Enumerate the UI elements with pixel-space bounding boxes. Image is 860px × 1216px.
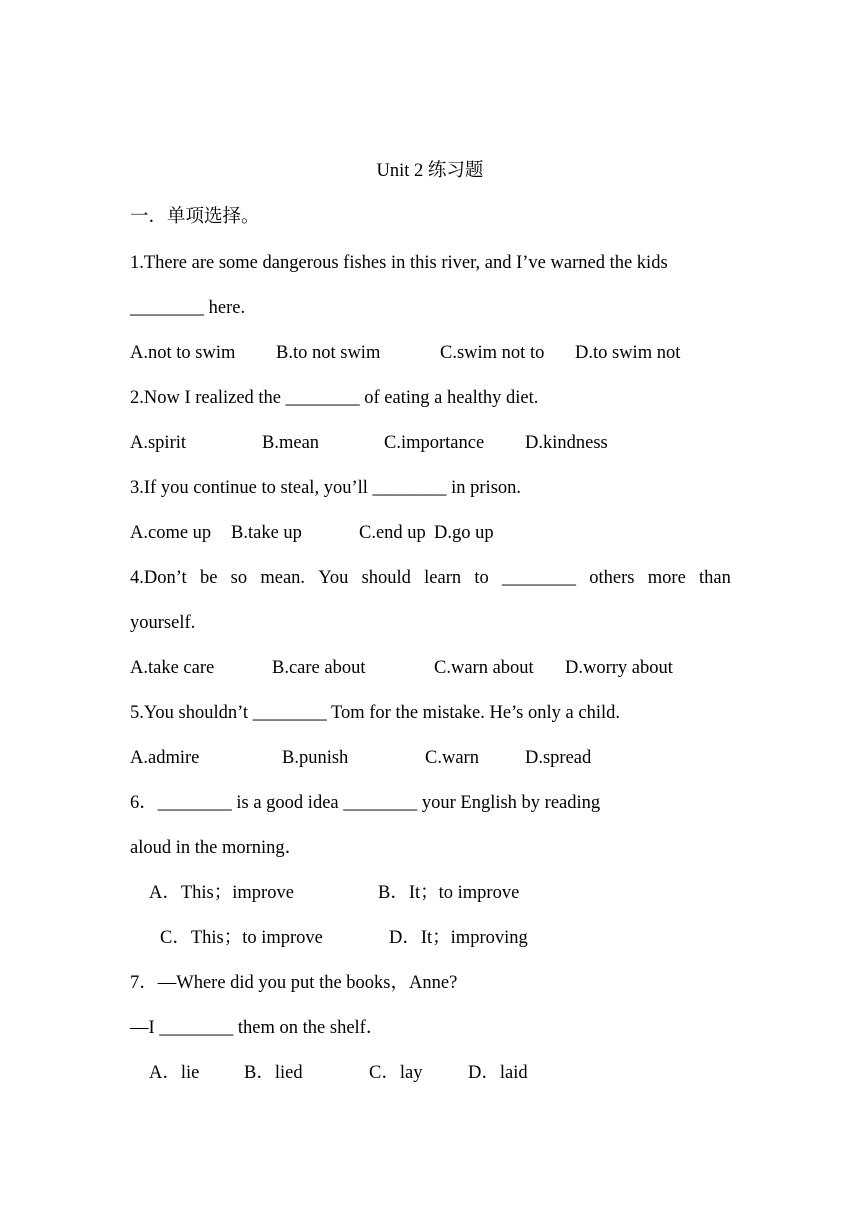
question-2-option-a: A.spirit bbox=[130, 433, 187, 453]
question-5-option-d: D.spread bbox=[525, 748, 592, 768]
question-2-option-c: C.importance bbox=[384, 433, 485, 453]
question-1-text-cont: ________ here. bbox=[130, 298, 246, 318]
question-7-text: 7．—Where did you put the books，Anne? bbox=[130, 973, 458, 993]
question-1-text: 1.There are some dangerous fishes in this river, and I’ve warned the kids bbox=[130, 253, 668, 273]
word: than bbox=[699, 568, 731, 588]
question-7-option-a: A．lie bbox=[149, 1063, 200, 1083]
question-6-text: 6．________ is a good idea ________ your English by reading bbox=[130, 793, 601, 813]
word: so bbox=[230, 568, 248, 588]
question-2-option-d: D.kindness bbox=[525, 433, 608, 453]
question-1-option-d: D.to swim not bbox=[575, 343, 681, 363]
word: You bbox=[318, 568, 349, 588]
question-1-option-c: C.swim not to bbox=[440, 343, 545, 363]
page-title: Unit 2 练习题 bbox=[376, 161, 484, 181]
question-6-option-a: A．This；improve bbox=[149, 883, 294, 903]
word: 4.Don’t bbox=[130, 568, 187, 588]
question-3-option-c: C.end up bbox=[359, 523, 426, 543]
question-6-option-c: C．This；to improve bbox=[160, 928, 323, 948]
question-5-option-a: A.admire bbox=[130, 748, 200, 768]
question-7-text-cont: —I ________ them on the shelf． bbox=[130, 1018, 385, 1038]
question-2-option-b: B.mean bbox=[262, 433, 320, 453]
question-3-option-a: A.come up bbox=[130, 523, 212, 543]
question-6-option-b: B．It；to improve bbox=[378, 883, 520, 903]
word: more bbox=[647, 568, 686, 588]
question-4-option-d: D.worry about bbox=[565, 658, 673, 678]
word: others bbox=[589, 568, 635, 588]
question-7-option-b: B．lied bbox=[244, 1063, 303, 1083]
question-1-option-b: B.to not swim bbox=[276, 343, 381, 363]
question-4-text-cont: yourself. bbox=[130, 613, 196, 633]
question-6-text-cont: aloud in the morning． bbox=[130, 838, 304, 858]
question-4-option-c: C.warn about bbox=[434, 658, 534, 678]
question-7-option-d: D．laid bbox=[468, 1063, 528, 1083]
word: should bbox=[361, 568, 411, 588]
question-5-text: 5.You shouldn’t ________ Tom for the mistake. He’s only a child. bbox=[130, 703, 620, 723]
question-3-option-d: D.go up bbox=[434, 523, 494, 543]
word: learn bbox=[424, 568, 462, 588]
question-5-option-c: C.warn bbox=[425, 748, 479, 768]
word: to bbox=[474, 568, 489, 588]
section-heading: 一．单项选择。 bbox=[130, 207, 260, 227]
question-4-option-b: B.care about bbox=[272, 658, 366, 678]
word: ________ bbox=[502, 568, 577, 588]
question-5-option-b: B.punish bbox=[282, 748, 349, 768]
question-1-option-a: A.not to swim bbox=[130, 343, 236, 363]
question-2-text: 2.Now I realized the ________ of eating a healthy diet. bbox=[130, 388, 539, 408]
question-3-option-b: B.take up bbox=[231, 523, 302, 543]
question-4-text bbox=[130, 566, 731, 590]
word: be bbox=[199, 568, 218, 588]
question-4-option-a: A.take care bbox=[130, 658, 215, 678]
word: mean. bbox=[260, 568, 306, 588]
question-6-option-d: D．It；improving bbox=[389, 928, 528, 948]
question-3-text: 3.If you continue to steal, you’ll ________ in prison. bbox=[130, 478, 522, 498]
question-7-option-c: C．lay bbox=[369, 1063, 423, 1083]
